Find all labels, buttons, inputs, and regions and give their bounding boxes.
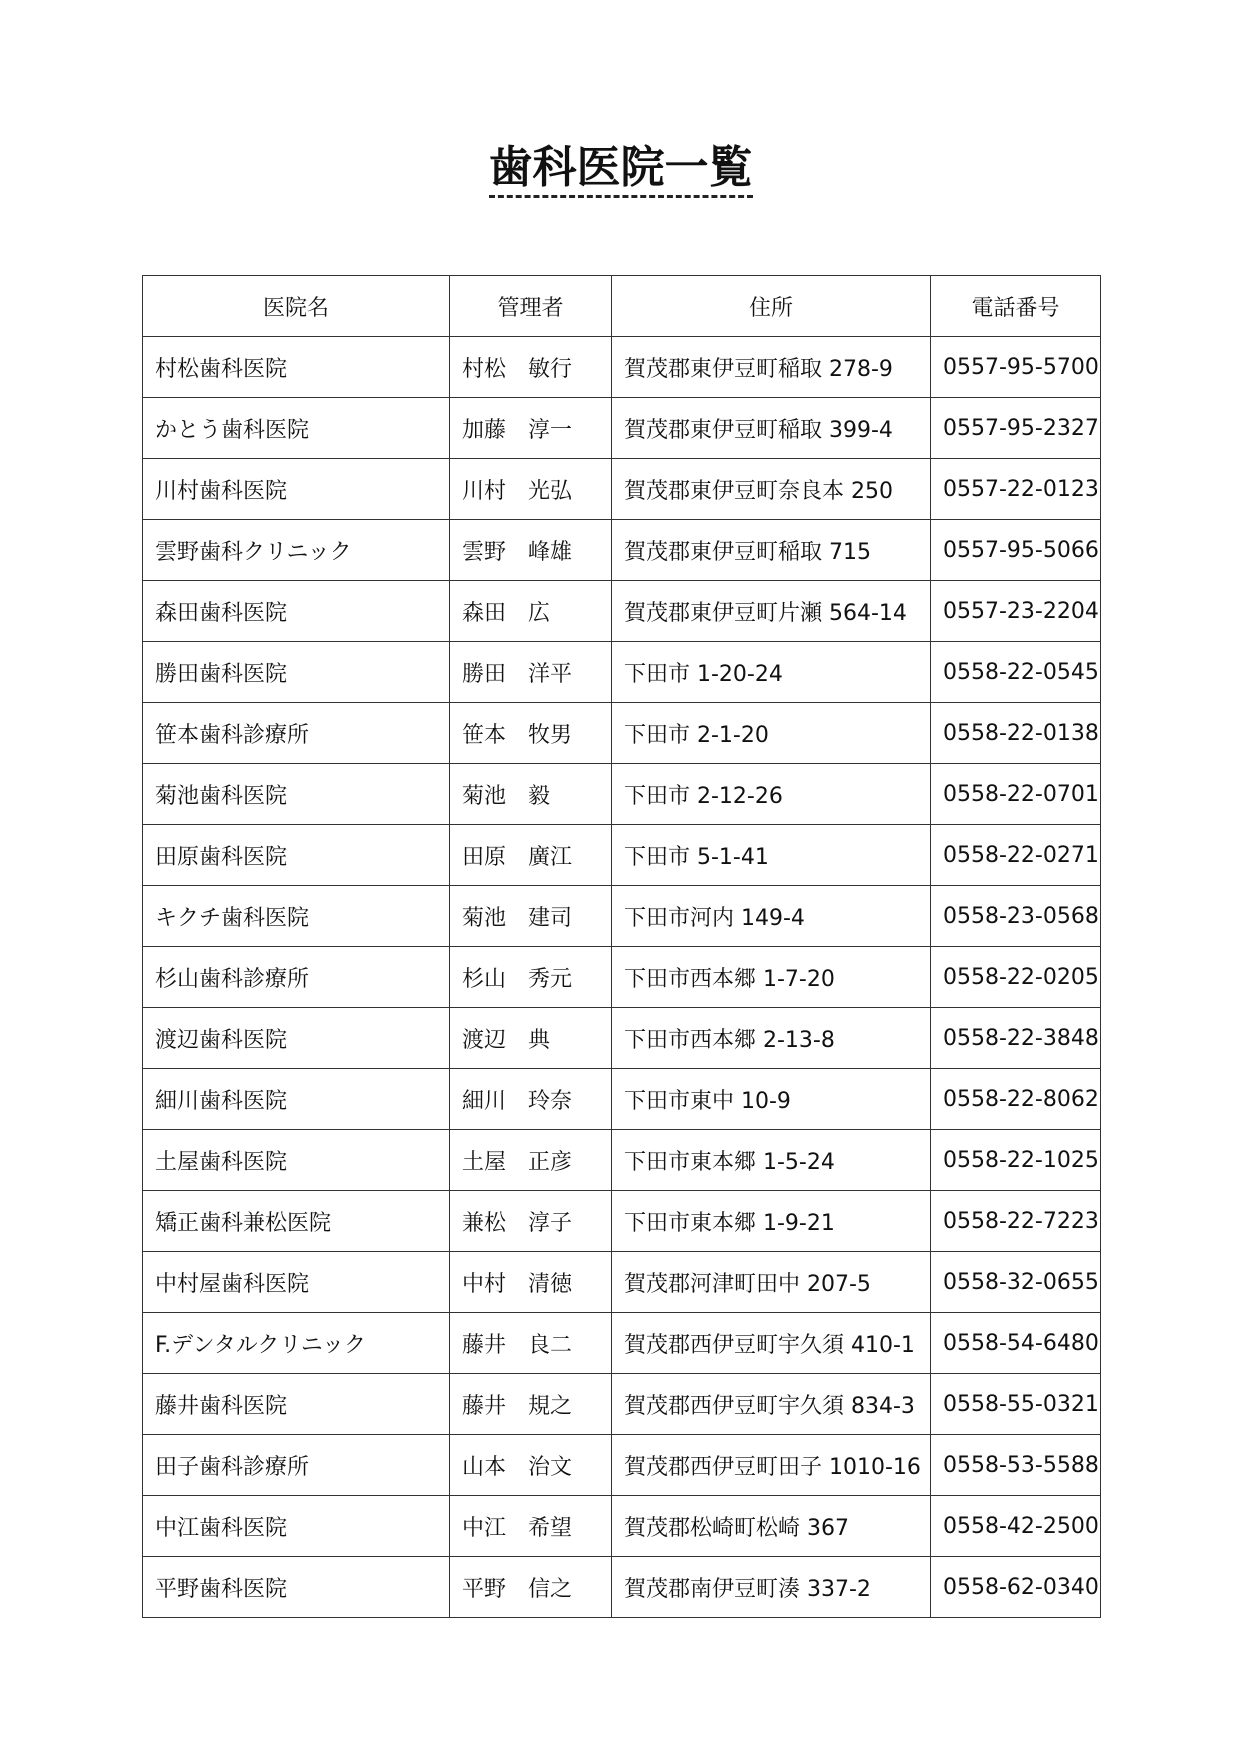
cell-address: 賀茂郡東伊豆町稲取 278-9 — [612, 337, 931, 398]
cell-address: 賀茂郡西伊豆町田子 1010-16 — [612, 1435, 931, 1496]
cell-address: 下田市 2-12-26 — [612, 764, 931, 825]
cell-address: 下田市西本郷 1-7-20 — [612, 947, 931, 1008]
clinic-table — [142, 275, 1101, 1618]
cell-manager: 杉山 秀元 — [450, 947, 612, 1008]
cell-address: 下田市 2-1-20 — [612, 703, 931, 764]
header-phone: 電話番号 — [931, 276, 1101, 337]
cell-address: 下田市東本郷 1-9-21 — [612, 1191, 931, 1252]
table-row — [143, 1130, 1101, 1191]
table-row — [143, 703, 1101, 764]
cell-manager: 土屋 正彦 — [450, 1130, 612, 1191]
table-row — [143, 886, 1101, 947]
cell-phone: 0557-95-5700 — [931, 337, 1101, 398]
table-row — [143, 1191, 1101, 1252]
cell-clinic-name: 杉山歯科診療所 — [143, 947, 450, 1008]
cell-address: 賀茂郡松崎町松崎 367 — [612, 1496, 931, 1557]
cell-manager: 勝田 洋平 — [450, 642, 612, 703]
cell-clinic-name: 土屋歯科医院 — [143, 1130, 450, 1191]
page-title-text: 歯科医院一覧 — [489, 141, 753, 198]
page-title — [0, 138, 1241, 198]
header-clinic-name: 医院名 — [143, 276, 450, 337]
cell-manager: 細川 玲奈 — [450, 1069, 612, 1130]
cell-address: 賀茂郡南伊豆町湊 337-2 — [612, 1557, 931, 1618]
cell-clinic-name: 藤井歯科医院 — [143, 1374, 450, 1435]
table-row — [143, 1008, 1101, 1069]
cell-address: 下田市 5-1-41 — [612, 825, 931, 886]
table-row — [143, 581, 1101, 642]
cell-clinic-name: F.デンタルクリニック — [143, 1313, 450, 1374]
table-row — [143, 1252, 1101, 1313]
cell-phone: 0558-22-7223 — [931, 1191, 1101, 1252]
table-row — [143, 337, 1101, 398]
cell-phone: 0558-42-2500 — [931, 1496, 1101, 1557]
cell-manager: 村松 敏行 — [450, 337, 612, 398]
cell-address: 賀茂郡西伊豆町宇久須 410-1 — [612, 1313, 931, 1374]
table-row — [143, 642, 1101, 703]
cell-clinic-name: 細川歯科医院 — [143, 1069, 450, 1130]
cell-clinic-name: 川村歯科医院 — [143, 459, 450, 520]
cell-clinic-name: 中村屋歯科医院 — [143, 1252, 450, 1313]
cell-clinic-name: 田子歯科診療所 — [143, 1435, 450, 1496]
cell-phone: 0558-53-5588 — [931, 1435, 1101, 1496]
cell-address: 下田市 1-20-24 — [612, 642, 931, 703]
cell-clinic-name: 菊池歯科医院 — [143, 764, 450, 825]
cell-manager: 平野 信之 — [450, 1557, 612, 1618]
cell-phone: 0557-22-0123 — [931, 459, 1101, 520]
cell-address: 下田市東中 10-9 — [612, 1069, 931, 1130]
table-row — [143, 1374, 1101, 1435]
table-row — [143, 1069, 1101, 1130]
cell-clinic-name: 森田歯科医院 — [143, 581, 450, 642]
cell-phone: 0558-55-0321 — [931, 1374, 1101, 1435]
cell-clinic-name: かとう歯科医院 — [143, 398, 450, 459]
cell-manager: 川村 光弘 — [450, 459, 612, 520]
cell-address: 賀茂郡西伊豆町宇久須 834-3 — [612, 1374, 931, 1435]
cell-address: 賀茂郡東伊豆町稲取 715 — [612, 520, 931, 581]
cell-address: 下田市河内 149-4 — [612, 886, 931, 947]
cell-phone: 0558-22-3848 — [931, 1008, 1101, 1069]
cell-manager: 兼松 淳子 — [450, 1191, 612, 1252]
cell-phone: 0557-23-2204 — [931, 581, 1101, 642]
cell-clinic-name: 平野歯科医院 — [143, 1557, 450, 1618]
cell-clinic-name: 村松歯科医院 — [143, 337, 450, 398]
cell-manager: 渡辺 典 — [450, 1008, 612, 1069]
cell-address: 賀茂郡河津町田中 207-5 — [612, 1252, 931, 1313]
header-manager: 管理者 — [450, 276, 612, 337]
cell-manager: 菊池 建司 — [450, 886, 612, 947]
table-row — [143, 825, 1101, 886]
cell-manager: 中村 清徳 — [450, 1252, 612, 1313]
cell-address: 賀茂郡東伊豆町奈良本 250 — [612, 459, 931, 520]
cell-manager: 藤井 規之 — [450, 1374, 612, 1435]
cell-clinic-name: 笹本歯科診療所 — [143, 703, 450, 764]
cell-phone: 0558-22-1025 — [931, 1130, 1101, 1191]
table-header-row — [143, 276, 1101, 337]
cell-manager: 山本 治文 — [450, 1435, 612, 1496]
table-row — [143, 1557, 1101, 1618]
cell-manager: 笹本 牧男 — [450, 703, 612, 764]
cell-clinic-name: 渡辺歯科医院 — [143, 1008, 450, 1069]
cell-clinic-name: 中江歯科医院 — [143, 1496, 450, 1557]
cell-phone: 0558-23-0568 — [931, 886, 1101, 947]
cell-manager: 中江 希望 — [450, 1496, 612, 1557]
cell-clinic-name: 雲野歯科クリニック — [143, 520, 450, 581]
cell-manager: 加藤 淳一 — [450, 398, 612, 459]
cell-phone: 0557-95-2327 — [931, 398, 1101, 459]
cell-clinic-name: 田原歯科医院 — [143, 825, 450, 886]
clinic-table-body — [143, 337, 1101, 1618]
cell-phone: 0557-95-5066 — [931, 520, 1101, 581]
cell-manager: 田原 廣江 — [450, 825, 612, 886]
table-row — [143, 520, 1101, 581]
table-row — [143, 1313, 1101, 1374]
header-address: 住所 — [612, 276, 931, 337]
cell-phone: 0558-22-0271 — [931, 825, 1101, 886]
cell-phone: 0558-22-0701 — [931, 764, 1101, 825]
cell-manager: 雲野 峰雄 — [450, 520, 612, 581]
cell-phone: 0558-62-0340 — [931, 1557, 1101, 1618]
cell-phone: 0558-22-0205 — [931, 947, 1101, 1008]
table-row — [143, 947, 1101, 1008]
table-row — [143, 1496, 1101, 1557]
cell-manager: 森田 広 — [450, 581, 612, 642]
cell-phone: 0558-22-0138 — [931, 703, 1101, 764]
cell-address: 下田市東本郷 1-5-24 — [612, 1130, 931, 1191]
cell-address: 賀茂郡東伊豆町稲取 399-4 — [612, 398, 931, 459]
cell-address: 賀茂郡東伊豆町片瀬 564-14 — [612, 581, 931, 642]
table-row — [143, 398, 1101, 459]
cell-address: 下田市西本郷 2-13-8 — [612, 1008, 931, 1069]
cell-manager: 藤井 良二 — [450, 1313, 612, 1374]
cell-phone: 0558-22-8062 — [931, 1069, 1101, 1130]
table-row — [143, 764, 1101, 825]
cell-phone: 0558-22-0545 — [931, 642, 1101, 703]
table-row — [143, 1435, 1101, 1496]
cell-phone: 0558-54-6480 — [931, 1313, 1101, 1374]
cell-clinic-name: 勝田歯科医院 — [143, 642, 450, 703]
cell-phone: 0558-32-0655 — [931, 1252, 1101, 1313]
cell-clinic-name: キクチ歯科医院 — [143, 886, 450, 947]
cell-clinic-name: 矯正歯科兼松医院 — [143, 1191, 450, 1252]
table-row — [143, 459, 1101, 520]
cell-manager: 菊池 毅 — [450, 764, 612, 825]
